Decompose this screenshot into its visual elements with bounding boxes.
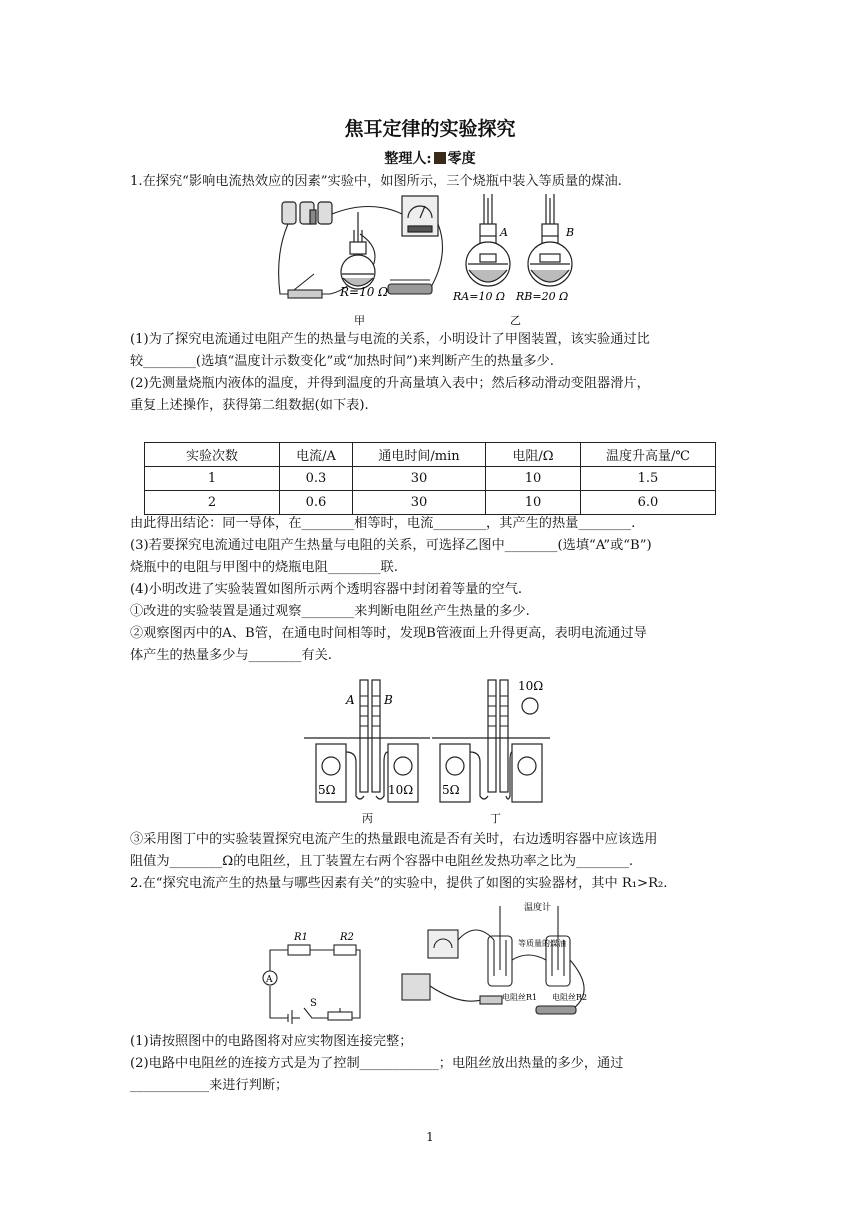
label-r10: 10Ω <box>388 783 414 797</box>
q1-p2-line1: (2)先测量烧瓶内液体的温度，并得到温度的升高量填入表中；然后移动滑动变阻器滑片， <box>130 376 650 391</box>
label-r2: R2 <box>340 932 354 943</box>
organizer-line <box>0 148 860 168</box>
q1-p3-line1: (3)若要探究电流通过电阻产生热量与电阻的关系，可选择乙图中________(选填“A”或“B”) <box>130 538 652 553</box>
label-ammeter: A <box>266 975 273 985</box>
q1-p4-1: ①改进的实验装置是通过观察________来判断电阻丝产生热量的多少. <box>130 604 530 619</box>
label-oil: 等质量的煤油 <box>518 939 566 948</box>
table-cell: 30 <box>353 491 486 515</box>
label-r5b: 5Ω <box>442 783 460 797</box>
label-jia: 甲 <box>354 314 365 327</box>
table-cell: 6.0 <box>581 491 716 515</box>
label-r10-top: 10Ω <box>518 679 544 693</box>
q1-p4-2-line2: 体产生的热量多少与________有关. <box>130 648 333 663</box>
label-yi: 乙 <box>510 314 521 327</box>
q2-p2-line2: ____________来进行判断； <box>130 1078 289 1093</box>
q1-p4-3-line1: ③采用图丁中的实验装置探究电流产生的热量跟电流是否有关时，右边透明容器中应该选用 <box>130 832 658 847</box>
organizer-logo-icon <box>434 152 446 164</box>
table-row <box>145 491 716 515</box>
q1-stem: 1.在探究“影响电流热效应的因素”实验中，如图所示，三个烧瓶中装入等质量的煤油. <box>130 174 622 189</box>
label-ding: 丁 <box>490 812 501 825</box>
q2-stem: 2.在“探究电流产生的热量与哪些因素有关”的实验中，提供了如图的实验器材，其中 R₁>R₂. <box>130 876 668 891</box>
table-cell: 10 <box>486 467 581 491</box>
q1-p4-3-line2: 阻值为________Ω的电阻丝，且丁装置左右两个容器中电阻丝发热功率之比为________. <box>130 854 634 869</box>
label-wire1: 电阻丝R1 <box>502 993 538 1002</box>
table-header-cell: 通电时间/min <box>353 443 486 467</box>
q2-figure <box>256 900 606 1024</box>
table-cell: 0.3 <box>280 467 353 491</box>
q1-p3-line2: 烧瓶中的电阻与甲图中的烧瓶电阻________联. <box>130 560 398 575</box>
label-ra: RA=10 Ω <box>453 290 506 303</box>
q1-p2-line2: 重复上述操作，获得第二组数据(如下表). <box>130 398 369 413</box>
organizer-prefix: 整理人: <box>384 151 432 167</box>
label-tube-b: B <box>384 693 393 707</box>
label-switch: S <box>310 998 317 1009</box>
table-cell: 30 <box>353 467 486 491</box>
q2-p2-line1: (2)电路中电阻丝的连接方式是为了控制____________；电阻丝放出热量的多少，通过 <box>130 1056 624 1071</box>
label-thermometer: 温度计 <box>524 903 552 913</box>
q1-p1-line2: 较________(选填“温度计示数变化”或“加热时间”)来判断产生的热量多少. <box>130 354 554 369</box>
organizer-name: 零度 <box>447 151 476 167</box>
q1-p1-line1: (1)为了探究电流通过电阻产生的热量与电流的关系，小明设计了甲图装置，该实验通过比 <box>130 332 650 347</box>
table-header-cell: 电阻/Ω <box>486 443 581 467</box>
table-cell: 10 <box>486 491 581 515</box>
table-cell: 2 <box>145 491 280 515</box>
label-rb: RB=20 Ω <box>516 290 569 303</box>
label-wire2: 电阻丝R2 <box>552 993 588 1002</box>
label-b: B <box>566 226 575 239</box>
table-cell: 0.6 <box>280 491 353 515</box>
page-number: 1 <box>426 1130 434 1144</box>
table-header-cell: 温度升高量/℃ <box>581 443 716 467</box>
q2-p1: (1)请按照图中的电路图将对应实物图连接完整； <box>130 1034 413 1049</box>
label-bing: 丙 <box>362 812 373 825</box>
label-r-main: R=10 Ω <box>340 285 389 299</box>
q1-figure-jia-yi <box>270 194 590 328</box>
page-title: 焦耳定律的实验探究 <box>344 118 516 140</box>
table-row <box>145 467 716 491</box>
q1-conclusion: 由此得出结论：同一导体，在________相等时，电流________，其产生的热量________. <box>130 516 636 531</box>
table-header-cell: 实验次数 <box>145 443 280 467</box>
table-cell: 1 <box>145 467 280 491</box>
label-r5: 5Ω <box>318 783 336 797</box>
table-cell: 1.5 <box>581 467 716 491</box>
table-header-row <box>145 443 716 467</box>
label-r1: R1 <box>294 932 308 943</box>
q1-p4-2-line1: ②观察图丙中的A、B管，在通电时间相等时，发现B管液面上升得更高，表明电流通过导 <box>130 626 647 641</box>
data-table <box>144 442 716 515</box>
label-a: A <box>500 226 508 239</box>
table-header-cell: 电流/A <box>280 443 353 467</box>
q1-p4: (4)小明改进了实验装置如图所示两个透明容器中封闭着等量的空气. <box>130 582 523 597</box>
label-tube-a: A <box>346 693 355 707</box>
q1-figure-bing-ding <box>300 676 560 826</box>
